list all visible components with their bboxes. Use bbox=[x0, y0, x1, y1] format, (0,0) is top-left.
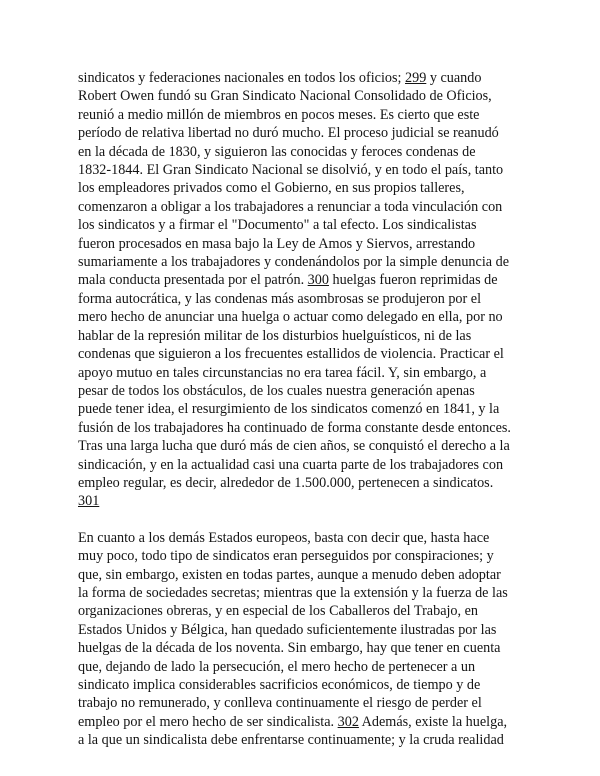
text-run: que, sin embargo, existen en todas partes, aunque a menudo deben adoptar bbox=[78, 566, 501, 583]
footnote-link[interactable]: 299 bbox=[405, 70, 427, 86]
footnote-link[interactable]: 300 bbox=[307, 272, 329, 289]
text-line bbox=[78, 602, 538, 620]
text-run: apoyo mutuo en tales circunstancias no era tarea fácil. Y, sin embargo, a bbox=[78, 364, 487, 381]
paragraph bbox=[78, 69, 538, 511]
text-run: Robert Owen fundó su Gran Sindicato Nacional Consolidado de Oficios, bbox=[78, 88, 492, 105]
text-line bbox=[78, 198, 538, 216]
text-run: En cuanto a los demás Estados europeos, basta con decir que, hasta hace bbox=[78, 529, 490, 546]
text-run: y cuando bbox=[426, 70, 482, 86]
text-line bbox=[78, 584, 538, 602]
text-line bbox=[78, 161, 538, 179]
text-line bbox=[78, 271, 538, 289]
document-page bbox=[78, 69, 538, 750]
text-line bbox=[78, 566, 538, 584]
text-line bbox=[78, 216, 538, 234]
text-run: sindicato implica considerables sacrificios económicos, de tiempo y de bbox=[78, 677, 481, 693]
text-run: empleo por el mero hecho de ser sindicalista. bbox=[78, 713, 338, 730]
text-run: forma autocrática, y las condenas más asombrosas se produjeron por el bbox=[78, 290, 482, 307]
text-line bbox=[78, 179, 538, 197]
text-line bbox=[78, 676, 538, 694]
text-line bbox=[78, 547, 538, 565]
text-run: Tras una larga lucha que duró más de cien años, se conquistó el derecho a la bbox=[78, 438, 510, 455]
text-run: condenas que siguieron a los frecuentes estallidos de violencia. Practicar el bbox=[78, 346, 504, 363]
text-run: comenzaron a obligar a los trabajadores a renunciar a toda vinculación con bbox=[78, 198, 503, 215]
text-line bbox=[78, 694, 538, 712]
text-run: a la que un sindicalista debe enfrentarse continuamente; y la cruda realidad bbox=[78, 732, 504, 749]
footnote-link[interactable]: 301 bbox=[78, 493, 100, 510]
text-line bbox=[78, 437, 538, 455]
text-run: los sindicatos y a firmar el "Documento" a tal efecto. Los sindicalistas bbox=[78, 217, 477, 234]
text-line bbox=[78, 308, 538, 326]
text-line bbox=[78, 400, 538, 418]
text-line bbox=[78, 456, 538, 474]
text-line bbox=[78, 364, 538, 382]
text-line bbox=[78, 69, 538, 87]
text-run: sindicatos y federaciones nacionales en todos los oficios; bbox=[78, 70, 406, 86]
text-run: fueron procesados en masa bajo la Ley de Amos y Siervos, arrestando bbox=[78, 235, 476, 252]
text-line bbox=[78, 639, 538, 657]
text-line bbox=[78, 713, 538, 731]
text-run: en la década de 1830, y siguieron las conocidas y feroces condenas de bbox=[78, 143, 476, 160]
text-run: huelgas de la década de los noventa. Sin embargo, hay que tener en cuenta bbox=[78, 640, 501, 657]
text-run: puede tener idea, el resurgimiento de los sindicatos comenzó en 1841, y la bbox=[78, 401, 500, 418]
text-run: empleo regular, es decir, alrededor de 1.500.000, pertenecen a sindicatos. bbox=[78, 474, 494, 491]
text-run: muy poco, todo tipo de sindicatos eran perseguidos por conspiraciones; y bbox=[78, 548, 494, 565]
text-line bbox=[78, 235, 538, 253]
text-line bbox=[78, 290, 538, 308]
text-line bbox=[78, 731, 538, 749]
text-line bbox=[78, 87, 538, 105]
paragraph bbox=[78, 529, 538, 750]
text-line bbox=[78, 474, 538, 492]
text-run: trabajo no remunerado, y conlleva continuamente el riesgo de perder el bbox=[78, 695, 482, 712]
text-run: sumariamente a los trabajadores y condenándolos por la simple denuncia de bbox=[78, 254, 510, 271]
text-line bbox=[78, 143, 538, 161]
text-line bbox=[78, 382, 538, 400]
text-run: fusión de los trabajadores ha continuado de forma constante desde entonces. bbox=[78, 419, 511, 436]
text-run: 1832-1844. El Gran Sindicato Nacional se disolvió, y en todo el país, tanto bbox=[78, 162, 504, 179]
text-run: sindicación, y en la actualidad casi una cuarta parte de los trabajadores con bbox=[78, 456, 504, 473]
text-run: período de relativa libertad no duró mucho. El proceso judicial se reanudó bbox=[78, 125, 499, 142]
text-run: hablar de la represión militar de los disturbios huelguísticos, ni de las bbox=[78, 327, 472, 344]
text-line bbox=[78, 529, 538, 547]
text-line bbox=[78, 253, 538, 271]
text-run: mero hecho de anunciar una huelga o actuar como delegado en ella, por no bbox=[78, 309, 503, 326]
text-run: que, dejando de lado la persecución, el mero hecho de pertenecer a un bbox=[78, 658, 476, 675]
text-line bbox=[78, 419, 538, 437]
text-line bbox=[78, 621, 538, 639]
text-line bbox=[78, 124, 538, 142]
document-body bbox=[78, 69, 538, 750]
footnote-link[interactable]: 302 bbox=[337, 713, 359, 730]
text-line bbox=[78, 492, 538, 510]
text-run: los empleadores privados como el Gobierno, en sus propios talleres, bbox=[78, 180, 465, 197]
text-run: Además, existe la huelga, bbox=[358, 713, 508, 730]
text-line bbox=[78, 327, 538, 345]
text-run: Estados Unidos y Bélgica, han quedado suficientemente ilustradas por las bbox=[78, 621, 497, 638]
text-run: huelgas fueron reprimidas de bbox=[328, 272, 498, 289]
text-run: pesar de todos los obstáculos, de los cuales nuestra generación apenas bbox=[78, 382, 475, 399]
text-line bbox=[78, 658, 538, 676]
text-line bbox=[78, 106, 538, 124]
text-run: organizaciones obreras, y en especial de los Caballeros del Trabajo, en bbox=[78, 603, 479, 620]
text-run: reunió a medio millón de miembros en pocos meses. Es cierto que este bbox=[78, 106, 480, 123]
text-line bbox=[78, 345, 538, 363]
text-run: mala conducta presentada por el patrón. bbox=[78, 272, 308, 289]
text-run: la forma de sociedades secretas; mientras que la extensión y la fuerza de las bbox=[78, 584, 508, 601]
